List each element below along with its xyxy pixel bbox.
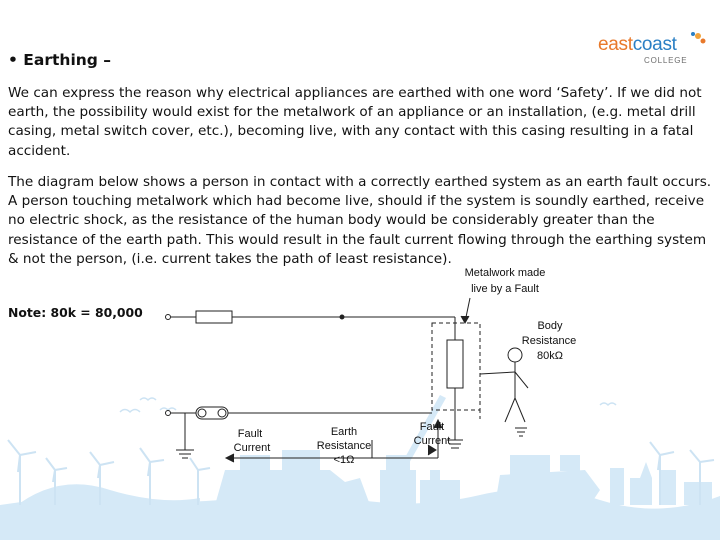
label-body-line2: Resistance: [521, 335, 577, 347]
label-fault-current-left-line2: Current: [233, 442, 271, 454]
slide-heading: • Earthing –: [8, 51, 112, 69]
logo-text-east: east: [598, 34, 633, 55]
appliance-resistor-icon: [447, 340, 463, 388]
label-earth-resistance-line1: Earth: [330, 426, 358, 438]
paragraph-safety: We can express the reason why electrical appliances are earthed with one word ‘Safety’. If we did not earth, the possibility would exist for the metalwork of an appliance or an installation, (e.g. metal drill casing, metal switch cover, etc.), becoming live, with any contact with this casing resulting in a fatal accident.: [8, 85, 702, 159]
supply-terminal-bottom: [166, 411, 171, 416]
earthing-circuit-diagram: [0, 260, 720, 540]
logo-text-coast: coast: [632, 34, 677, 55]
label-metalwork-line1: Metalwork made: [464, 267, 546, 279]
label-fault-current-right-line2: Current: [413, 435, 451, 447]
label-earth-resistance-line2: Resistance: [316, 440, 372, 452]
fuse-icon: [196, 311, 232, 323]
person-head-icon: [508, 348, 522, 362]
label-fault-current-right-line1: Fault: [419, 421, 445, 433]
note-text: Note: 80k = 80,000: [8, 305, 143, 320]
logo-subtitle: COLLEGE: [644, 56, 688, 65]
label-earth-resistance-line3: <1Ω: [333, 454, 355, 466]
college-logo: [598, 34, 708, 74]
paragraph-diagram-explanation: The diagram below shows a person in contact with a correctly earthed system as an earth fault occurs. A person touching metalwork which had become live, should if the system is soundly earthed, receive no electric shock, as the resistance of the human body would be considerably greater than the resistance of the earth path. This would result in the fault current flowing through the earthing system & not the person, (i.e. current takes the path of least resistance).: [8, 174, 712, 267]
supply-terminal-top: [166, 315, 171, 320]
label-body-line1: Body: [537, 320, 563, 332]
label-metalwork-line2: live by a Fault: [471, 283, 539, 295]
label-body-line3: 80kΩ: [537, 350, 563, 362]
label-fault-current-left-line1: Fault: [237, 428, 263, 440]
logo-dots-icon: [684, 32, 706, 52]
